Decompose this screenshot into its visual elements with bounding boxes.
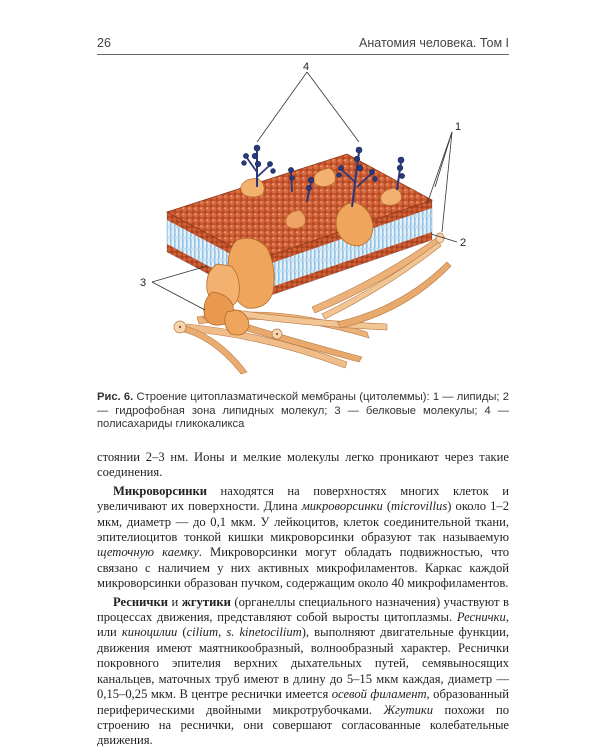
paragraph-microvilli [97,484,509,592]
label-4: 4 [303,62,310,73]
caption-label: Рис. 6. [97,391,134,403]
page-number: 26 [97,36,111,50]
paragraph-continuation: стоянии 2–3 нм. Ионы и мелкие молекулы легко проникают через такие соединения. [97,450,509,480]
text-run: . Микроворсинки могут обладать подвижностью, что связано с наличием у них активных микрофиламентов. Каркас каждой микроворсинки образован пучком, содержащим около 40 микрофиламентов. [97,545,509,591]
figure-caption [97,391,509,432]
caption-text: Строение цитоплазматической мембраны (цитолеммы): 1 — липиды; 2 — гидрофобная зона липидных молекул; 3 — белковые молекулы; 4 — полисахариды гликокаликса [97,391,510,430]
paragraph-cilia [97,595,509,749]
italic-run: Реснички [456,610,506,625]
text-run: находятся на поверхностях многих клеток и увеличивают их поверхности. Длина [97,483,509,514]
italic-run: киноцилии [121,625,178,640]
italic-run: cilium, s. kinetocilium [186,625,302,640]
italic-run: щеточную каемку [97,545,199,560]
running-title: Анатомия человека. Том I [359,36,509,50]
label-1: 1 [455,121,462,133]
text-run: похожи по строению на реснички, они совершают согласованные колебательные движения. [97,702,509,748]
text-run: , или [97,610,509,640]
italic-run: осевой филамент [331,687,427,702]
italic-run: микроворсинки [301,499,383,514]
text-run: ( [177,625,187,640]
membrane-figure [97,62,509,380]
label-3: 3 [140,277,147,289]
text-run: и [168,594,182,609]
body-text [97,450,509,749]
membrane-illustration [97,62,509,380]
text-run: ) около 1–2 мкм, диаметр — до 0,1 мкм. У лейкоцитов, клеток соединительной ткани, эпителиоцитов тонкой кишки микроворсинки образуют так называемую [97,499,509,545]
text-run: (органеллы специального назначения) участвуют в процессах движения, представляют собой выросты цитоплазмы. [97,594,509,625]
term-flagella: жгутики [181,594,231,609]
italic-run: Жгутики [383,702,434,717]
term-microvilli: Микроворсинки [113,483,208,498]
term-cilia: Реснички [113,594,168,609]
text-run: ( [382,499,392,514]
italic-run: microvillus [391,499,448,514]
label-2: 2 [460,237,467,249]
text-run: ), выполняют двигательные функции, движения имеют маятникообразный, волнообразный характер. Реснички покровного эпителия верхних дыхательных путей, семявыносящих канальцев, маточных труб имеют в длину до 5–15 мкм каждая, диаметр — 0,15–0,25 мкм. В центре реснички имеется [97,625,509,702]
running-header [97,36,509,55]
text-run: , образованный периферическими двойными микротрубочками. [97,687,509,717]
